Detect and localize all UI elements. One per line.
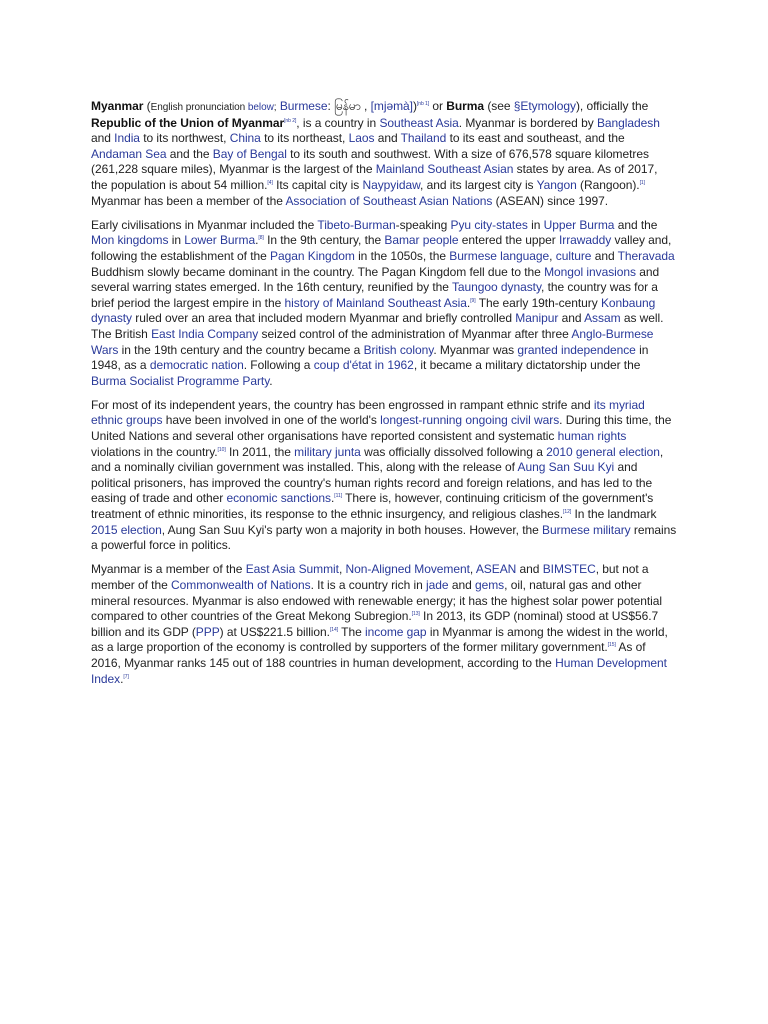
link-india[interactable]: India xyxy=(114,131,140,146)
text-run: , Aung San Suu Kyi's party won a majority in both houses. However, the xyxy=(161,522,543,537)
text-run: and political prisoners, has improved the country's human rights record and foreign relations, and has led to the easing of trade and other xyxy=(91,460,653,506)
link-bay-of-bengal[interactable]: Bay of Bengal xyxy=(212,146,287,161)
link-taungoo-dynasty[interactable]: Taungoo dynasty xyxy=(451,280,542,295)
text-run: , xyxy=(338,562,346,577)
link-below[interactable]: below xyxy=(247,102,274,113)
link-burma-socialist-programme-party[interactable]: Burma Socialist Programme Party xyxy=(91,373,270,388)
citation-10[interactable]: [10] xyxy=(217,446,226,453)
text-run: . xyxy=(120,671,124,686)
paragraph-economy xyxy=(91,562,677,687)
text-run: ; xyxy=(273,102,277,113)
text-run: and xyxy=(91,131,115,146)
bold-term: Republic of the Union of Myanmar xyxy=(91,115,285,130)
link-economic-sanctions[interactable]: economic sanctions xyxy=(226,491,331,506)
text-run: In the 9th century, the xyxy=(263,233,385,248)
link-2015-election[interactable]: 2015 election xyxy=(91,522,162,537)
link-irrawaddy[interactable]: Irrawaddy xyxy=(558,233,612,248)
paragraph-intro xyxy=(91,99,677,209)
link-association-of-southeast-asian-nations[interactable]: Association of Southeast Asian Nations xyxy=(285,193,493,208)
link-its-myriad-ethnic-groups[interactable]: its myriad ethnic groups xyxy=(91,397,645,428)
text-run: Myanmar has been a member of the xyxy=(91,193,286,208)
text-run: and xyxy=(558,311,585,326)
link-mongol-invasions[interactable]: Mongol invasions xyxy=(544,264,636,279)
text-run: in 1948, as a xyxy=(91,342,649,373)
text-run: and xyxy=(448,578,475,592)
link-culture[interactable]: culture xyxy=(555,248,592,263)
text-run: have been involved in one of the world's xyxy=(162,413,381,428)
text-run: or xyxy=(429,99,447,113)
text-run: -speaking xyxy=(395,217,451,232)
text-run: remains a powerful force in politics. xyxy=(91,522,677,553)
text-run: , is a country in xyxy=(296,115,380,130)
text-run: As of 2016, Myanmar ranks 145 out of 188 countries in human development, according to the xyxy=(91,640,646,670)
link-non-aligned-movement[interactable]: Non-Aligned Movement xyxy=(345,562,470,577)
citation-14[interactable]: [14] xyxy=(329,626,339,633)
link-andaman-sea[interactable]: Andaman Sea xyxy=(91,146,167,161)
bold-term: Burma xyxy=(446,99,485,113)
link-history-of-mainland-southeast-asia[interactable]: history of Mainland Southeast Asia xyxy=(284,295,467,310)
link-british-colony[interactable]: British colony xyxy=(363,342,434,357)
text-run: . It is a country rich in xyxy=(310,578,427,592)
text-run: as well. The British xyxy=(91,311,664,341)
citation-7[interactable]: [7] xyxy=(123,673,129,680)
link-bangladesh[interactable]: Bangladesh xyxy=(596,115,660,130)
link-jade[interactable]: jade xyxy=(426,578,449,592)
link-burmese[interactable]: Burmese xyxy=(279,99,328,113)
link-etymology[interactable]: §Etymology xyxy=(513,99,576,113)
link-human-rights[interactable]: human rights xyxy=(557,429,627,444)
link-bamar-people[interactable]: Bamar people xyxy=(384,233,459,248)
text-run: ( xyxy=(143,99,151,113)
text-run: Myanmar is a member of the xyxy=(91,562,246,577)
text-run: valley and, following the establishment of the xyxy=(91,233,672,263)
link-assam[interactable]: Assam xyxy=(584,311,621,326)
citation-9[interactable]: [9] xyxy=(470,297,476,304)
link-coup-d-tat-in-1962[interactable]: coup d'état in 1962 xyxy=(313,358,414,373)
text-run: . Myanmar is bordered by xyxy=(458,115,597,130)
text-run: in the 19th century and the country became a xyxy=(118,342,364,357)
text-run: , oil, natural gas and other mineral resources. Myanmar is also endowed with renewable energy; it has the highest solar power potential compared to other countries of the Great Mekong Subregion. xyxy=(91,578,663,624)
link-2010-general-election[interactable]: 2010 general election xyxy=(546,444,660,459)
link-manipur[interactable]: Manipur xyxy=(515,311,559,326)
link-democratic-nation[interactable]: democratic nation xyxy=(149,358,244,373)
text-run: and xyxy=(516,562,543,577)
citation-13[interactable]: [13] xyxy=(411,611,420,618)
link-lower-burma[interactable]: Lower Burma xyxy=(184,233,256,248)
text-run: , and a nominally civilian government was installed. This, along with the release of xyxy=(91,444,664,475)
link-asean[interactable]: ASEAN xyxy=(475,562,517,577)
text-run: . xyxy=(330,491,335,506)
text-run: : မြန်မာ , xyxy=(327,99,371,113)
link-ppp[interactable]: PPP xyxy=(195,624,220,639)
text-run: ) xyxy=(412,99,417,113)
link-commonwealth-of-nations[interactable]: Commonwealth of Nations xyxy=(171,578,311,592)
text-run: and xyxy=(591,248,618,263)
link-human-development-index[interactable]: Human Development Index xyxy=(91,655,667,686)
text-run: The early 19th-century xyxy=(475,295,601,310)
text-run: and xyxy=(374,131,401,146)
text-run: The xyxy=(338,624,365,639)
text-run: ) at US$221.5 billion. xyxy=(219,624,330,639)
link-pagan-kingdom[interactable]: Pagan Kingdom xyxy=(270,248,355,263)
link-southeast-asia[interactable]: Southeast Asia xyxy=(379,115,459,130)
link-naypyidaw[interactable]: Naypyidaw xyxy=(362,177,421,192)
text-run: In the landmark xyxy=(571,507,657,522)
text-run: to its northeast, xyxy=(260,131,349,146)
citation-nb-2[interactable]: [nb 2] xyxy=(284,117,297,124)
text-run: (ASEAN) since 1997. xyxy=(492,193,609,208)
text-run: , xyxy=(549,248,556,263)
paragraph-conflict xyxy=(91,398,677,554)
text-run: and several warring states emerged. In the 16th century, reunified by the xyxy=(91,264,660,295)
text-run: in Myanmar is among the widest in the world, as a large proportion of the economy is controlled by supporters of the former military government. xyxy=(91,624,668,655)
citation-4[interactable]: [4] xyxy=(267,179,273,186)
text-run: ), officially the xyxy=(575,99,649,113)
link-mainland-southeast-asian[interactable]: Mainland Southeast Asian xyxy=(375,162,514,177)
text-run: . xyxy=(255,233,259,248)
link-mj-m[interactable]: [mjəmà] xyxy=(370,99,413,113)
article-body xyxy=(91,99,677,696)
link-theravada[interactable]: Theravada xyxy=(617,248,675,263)
text-run: to its northwest, xyxy=(139,131,230,146)
link-laos[interactable]: Laos xyxy=(348,131,375,146)
text-run: seized control of the administration of Myanmar after three xyxy=(258,326,572,341)
citation-12[interactable]: [12] xyxy=(563,509,572,516)
text-run: in xyxy=(527,217,544,232)
link-pyu-city-states[interactable]: Pyu city-states xyxy=(450,217,528,232)
text-run: states by area. As of 2017, the population is about 54 million. xyxy=(91,162,658,192)
link-anglo-burmese-wars[interactable]: Anglo-Burmese Wars xyxy=(91,326,654,357)
link-burmese-military[interactable]: Burmese military xyxy=(542,522,631,537)
text-run: in xyxy=(168,233,185,248)
link-tibeto-burman[interactable]: Tibeto-Burman xyxy=(317,217,396,232)
text-run: , and its largest city is xyxy=(420,177,537,192)
text-run: English pronunciation xyxy=(150,102,248,113)
link-yangon[interactable]: Yangon xyxy=(536,177,577,192)
text-run: to its south and southwest. With a size of 676,578 square kilometres (261,228 square miles), Myanmar is the largest of the xyxy=(91,146,649,177)
text-run: . xyxy=(466,295,471,310)
text-run: was officially dissolved following a xyxy=(360,444,547,459)
text-run: and the xyxy=(614,217,658,232)
citation-nb-1[interactable]: [nb 1] xyxy=(416,101,430,107)
link-bimstec[interactable]: BIMSTEC xyxy=(542,562,596,577)
bold-term: Myanmar xyxy=(91,99,144,113)
link-mon-kingdoms[interactable]: Mon kingdoms xyxy=(91,233,169,248)
text-run: Its capital city is xyxy=(272,177,363,192)
text-run: . Myanmar was xyxy=(433,342,518,357)
text-run: in the 1050s, the xyxy=(354,248,450,263)
link-aung-san-suu-kyi[interactable]: Aung San Suu Kyi xyxy=(517,460,615,475)
text-run: (see xyxy=(484,99,514,113)
link-upper-burma[interactable]: Upper Burma xyxy=(543,217,615,232)
text-run: . Following a xyxy=(243,358,314,373)
link-military-junta[interactable]: military junta xyxy=(294,444,361,459)
text-run: (Rangoon). xyxy=(576,177,640,192)
link-china[interactable]: China xyxy=(229,131,261,146)
text-run: In 2011, the xyxy=(225,444,295,459)
text-run: Buddhism slowly became dominant in the country. The Pagan Kingdom fell due to the xyxy=(91,264,545,279)
text-run: to its east and southeast, and the xyxy=(446,131,625,146)
text-run: ruled over an area that included modern Myanmar and briefly controlled xyxy=(132,311,516,326)
citation-15[interactable]: [15] xyxy=(607,642,616,649)
text-run: In 2013, its GDP (nominal) stood at US$56.7 billion and its GDP ( xyxy=(91,609,659,639)
text-run: and the xyxy=(166,146,213,161)
text-run: For most of its independent years, the country has been engrossed in rampant ethnic strife and xyxy=(91,397,594,412)
text-run: There is, however, continuing criticism of the government's treatment of ethnic minorities, its response to the ethnic insurgency, and religious clashes. xyxy=(91,491,654,522)
text-run: , but not a member of the xyxy=(91,562,649,592)
text-run: Early civilisations in Myanmar included the xyxy=(91,217,318,232)
text-run: violations in the country. xyxy=(91,444,218,459)
paragraph-history xyxy=(91,218,677,390)
link-konbaung-dynasty[interactable]: Konbaung dynasty xyxy=(91,295,656,326)
link-burmese-language[interactable]: Burmese language xyxy=(449,248,550,263)
text-run: , xyxy=(469,562,476,577)
link-granted-independence[interactable]: granted independence xyxy=(517,342,636,357)
link-east-india-company[interactable]: East India Company xyxy=(151,326,259,341)
link-income-gap[interactable]: income gap xyxy=(365,624,427,639)
link-thailand[interactable]: Thailand xyxy=(400,131,447,146)
citation-11[interactable]: [11] xyxy=(334,493,343,500)
text-run: , the country was for a brief period the largest empire in the xyxy=(91,280,658,310)
text-run: entered the upper xyxy=(458,233,559,248)
citation-1[interactable]: [1] xyxy=(639,179,646,186)
text-run: . xyxy=(269,373,273,388)
text-run: . During this time, the United Nations and several other organisations have reported consistent and systematic xyxy=(91,413,672,444)
link-gems[interactable]: gems xyxy=(474,578,505,592)
text-run: , it became a military dictatorship under the xyxy=(413,358,641,373)
link-east-asia-summit[interactable]: East Asia Summit xyxy=(245,562,339,577)
citation-8[interactable]: [8] xyxy=(258,235,264,242)
link-longest-running-ongoing-civil-wars[interactable]: longest-running ongoing civil wars xyxy=(380,413,560,428)
